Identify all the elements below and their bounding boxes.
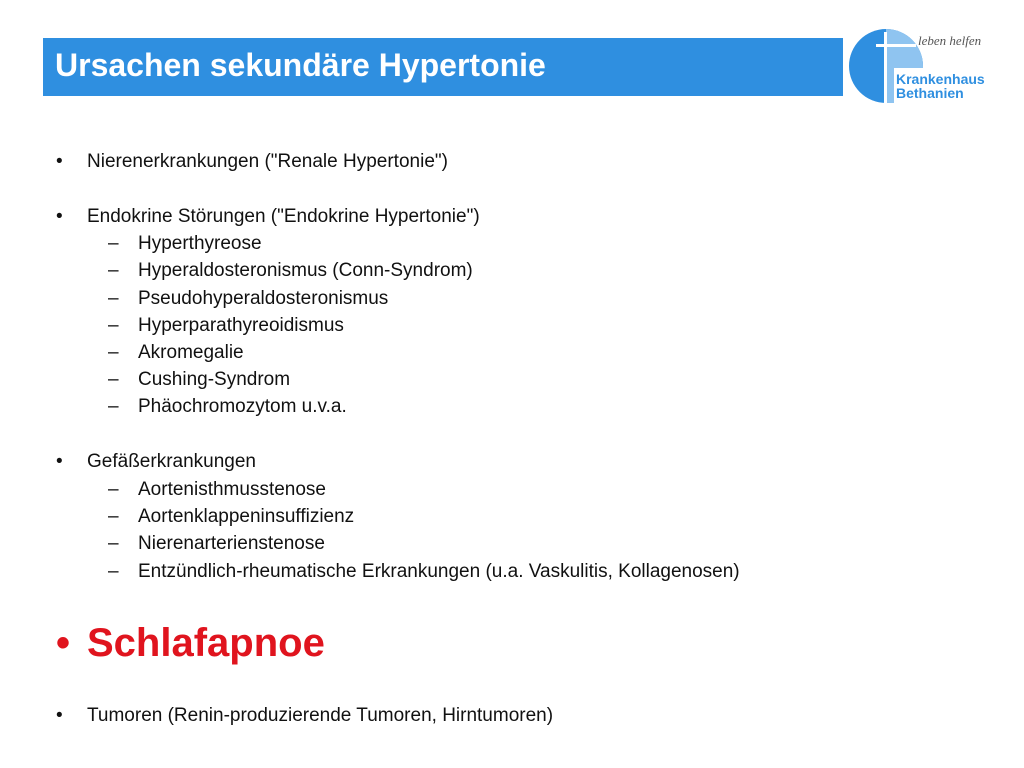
list-item-text: Nierenerkrankungen ("Renale Hypertonie"): [87, 151, 448, 172]
sub-item-text: Hyperaldosteronismus (Conn-Syndrom): [138, 260, 473, 281]
dash-icon: –: [108, 479, 119, 500]
sub-item-text: Nierenarterienstenose: [138, 533, 325, 554]
sub-item-text: Phäochromozytom u.v.a.: [138, 396, 347, 417]
sub-item-text: Hyperparathyreoidismus: [138, 315, 344, 336]
bullet-icon: •: [56, 206, 63, 227]
dash-icon: –: [108, 396, 119, 417]
bullet-list: [56, 0, 996, 768]
dash-icon: –: [108, 369, 119, 390]
logo-tagline: leben helfen: [918, 33, 982, 48]
logo-name-line1: Krankenhaus: [896, 71, 985, 87]
sub-item-text: Aortenisthmusstenose: [138, 479, 326, 500]
sub-item-text: Entzündlich-rheumatische Erkrankungen (u.a. Vaskulitis, Kollagenosen): [138, 561, 740, 582]
sub-item-text: Akromegalie: [138, 342, 244, 363]
bullet-icon: •: [56, 705, 63, 726]
slide-title: Ursachen sekundäre Hypertonie: [55, 47, 546, 83]
sub-item-text: Cushing-Syndrom: [138, 369, 291, 390]
dash-icon: –: [108, 315, 119, 336]
sub-item-text: Aortenklappeninsuffizienz: [138, 506, 355, 527]
sub-item-text: Hyperthyreose: [138, 233, 262, 254]
bullet-icon: •: [56, 621, 71, 665]
logo-name-line2: Bethanien: [896, 85, 964, 101]
sub-item-text: Pseudohyperaldosteronismus: [138, 288, 389, 309]
dash-icon: –: [108, 342, 119, 363]
dash-icon: –: [108, 533, 119, 554]
list-item-text: Endokrine Störungen ("Endokrine Hypertonie"): [87, 206, 480, 227]
bullet-icon: •: [56, 451, 63, 472]
dash-icon: –: [108, 260, 119, 281]
dash-icon: –: [108, 288, 119, 309]
list-item-text: Schlafapnoe: [87, 621, 325, 665]
dash-icon: –: [108, 561, 119, 582]
list-item-text: Gefäßerkrankungen: [87, 451, 256, 472]
bullet-icon: •: [56, 151, 63, 172]
list-item-text: Tumoren (Renin-produzierende Tumoren, Hirntumoren): [87, 705, 554, 726]
dash-icon: –: [108, 506, 119, 527]
dash-icon: –: [108, 233, 119, 254]
